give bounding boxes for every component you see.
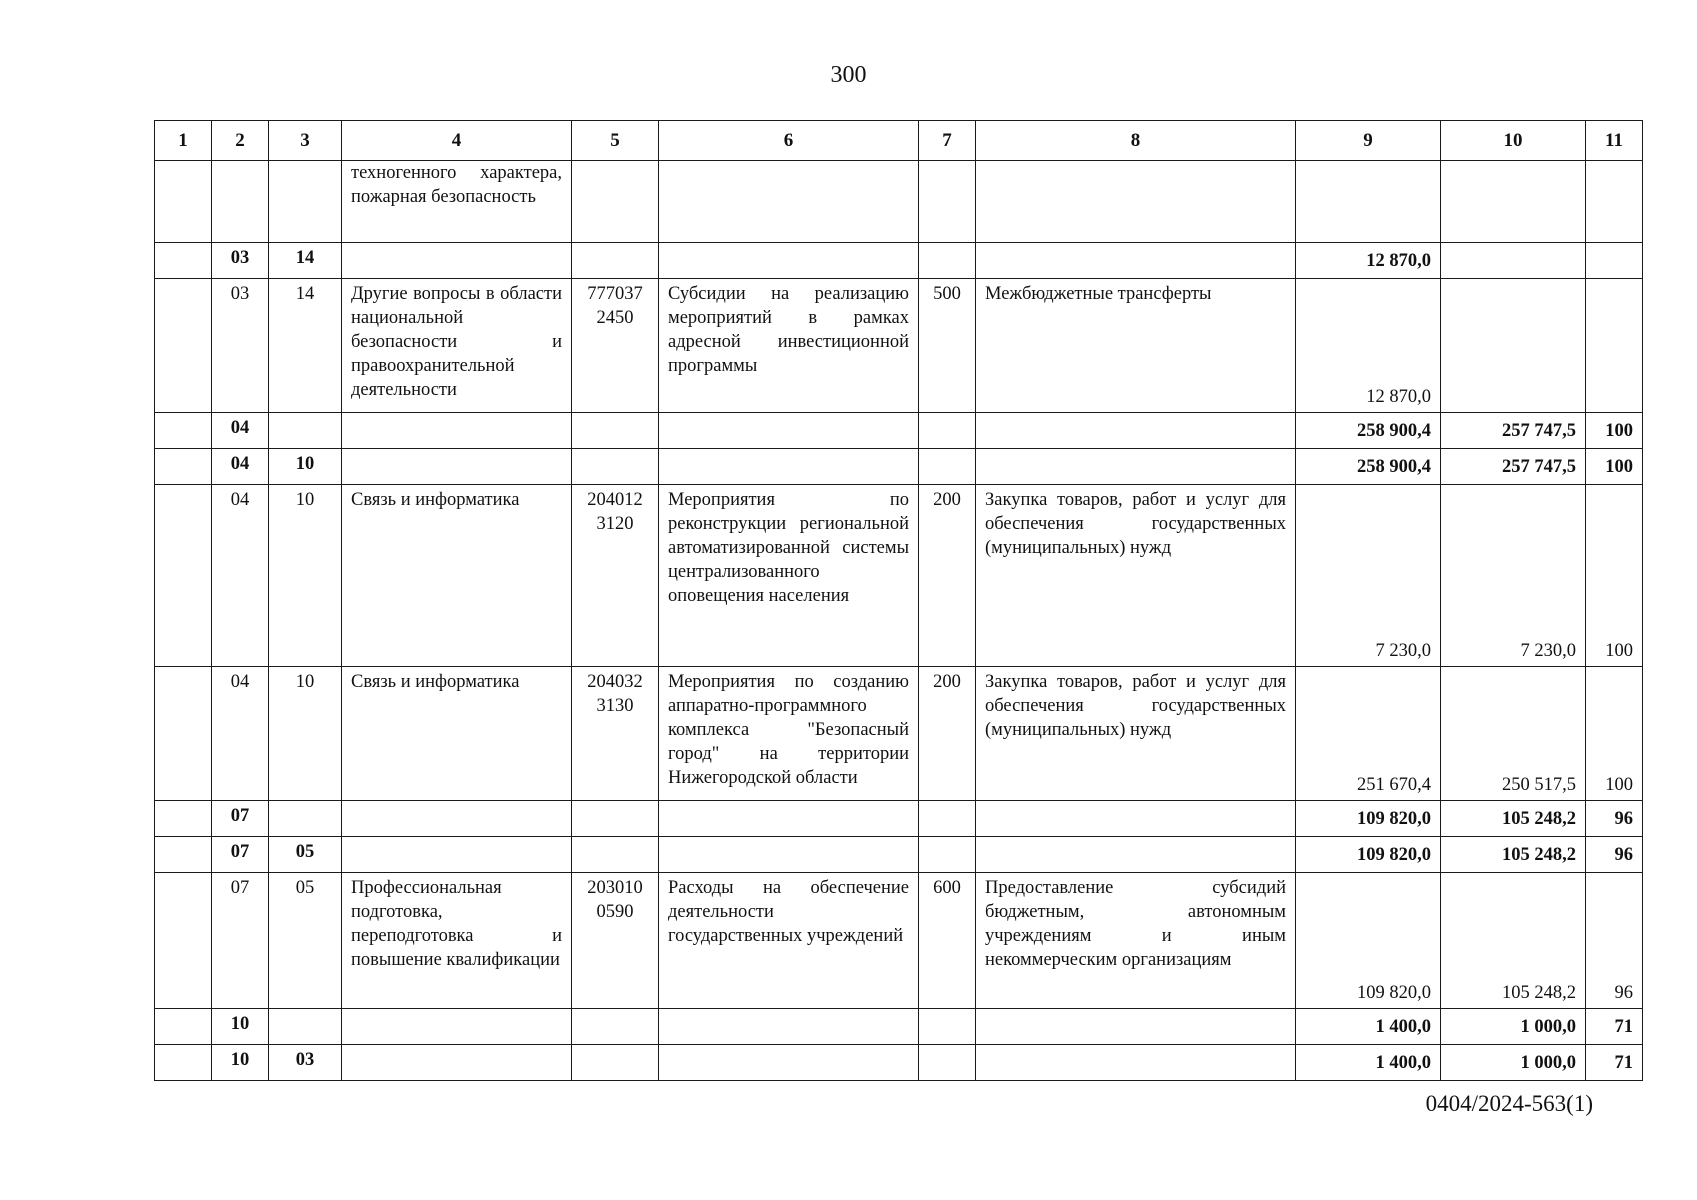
header-cell: 2 bbox=[212, 121, 269, 161]
cell-planned: 7 230,0 bbox=[1296, 485, 1441, 667]
cell-section: 04 bbox=[212, 449, 269, 485]
cell-percent bbox=[1586, 243, 1643, 279]
cell-expense-type bbox=[919, 837, 976, 873]
cell-actual: 250 517,5 bbox=[1441, 667, 1586, 801]
cell-col1 bbox=[155, 449, 212, 485]
cell-target-code bbox=[572, 1045, 659, 1081]
cell-expense-name bbox=[976, 449, 1296, 485]
cell-actual: 257 747,5 bbox=[1441, 413, 1586, 449]
cell-subsection: 10 bbox=[269, 485, 342, 667]
cell-section: 10 bbox=[212, 1009, 269, 1045]
cell-col1 bbox=[155, 1045, 212, 1081]
cell-planned: 258 900,4 bbox=[1296, 449, 1441, 485]
cell-col1 bbox=[155, 801, 212, 837]
cell-actual: 105 248,2 bbox=[1441, 873, 1586, 1009]
table-row bbox=[155, 279, 1643, 413]
cell-planned bbox=[1296, 161, 1441, 243]
cell-percent: 100 bbox=[1586, 485, 1643, 667]
cell-section bbox=[212, 161, 269, 243]
cell-expense-name bbox=[976, 837, 1296, 873]
cell-section: 07 bbox=[212, 873, 269, 1009]
cell-name bbox=[342, 243, 572, 279]
table-header-row bbox=[155, 121, 1643, 161]
page-number: 300 bbox=[830, 62, 867, 88]
cell-expense-type: 200 bbox=[919, 485, 976, 667]
cell-subsection: 03 bbox=[269, 1045, 342, 1081]
cell-actual: 1 000,0 bbox=[1441, 1009, 1586, 1045]
cell-target-code: 203010 0590 bbox=[572, 873, 659, 1009]
cell-percent: 100 bbox=[1586, 413, 1643, 449]
cell-col1 bbox=[155, 243, 212, 279]
cell-expense-type bbox=[919, 449, 976, 485]
cell-planned: 109 820,0 bbox=[1296, 837, 1441, 873]
cell-program bbox=[659, 413, 919, 449]
cell-percent: 96 bbox=[1586, 837, 1643, 873]
cell-name bbox=[342, 1045, 572, 1081]
cell-percent: 71 bbox=[1586, 1045, 1643, 1081]
cell-actual bbox=[1441, 279, 1586, 413]
cell-expense-type: 200 bbox=[919, 667, 976, 801]
cell-subsection: 10 bbox=[269, 449, 342, 485]
cell-col1 bbox=[155, 667, 212, 801]
cell-subsection: 10 bbox=[269, 667, 342, 801]
cell-expense-name bbox=[976, 413, 1296, 449]
cell-expense-name bbox=[976, 243, 1296, 279]
cell-percent: 71 bbox=[1586, 1009, 1643, 1045]
cell-name bbox=[342, 1009, 572, 1045]
table-row-total bbox=[155, 1009, 1643, 1045]
cell-target-code: 204012 3120 bbox=[572, 485, 659, 667]
cell-program: Мероприятия по реконструкции региональной автоматизированной системы централизованного оповещения населения bbox=[659, 485, 919, 667]
cell-name bbox=[342, 413, 572, 449]
table-row-total bbox=[155, 449, 1643, 485]
cell-section: 04 bbox=[212, 667, 269, 801]
cell-name bbox=[342, 837, 572, 873]
cell-col1 bbox=[155, 413, 212, 449]
header-cell: 10 bbox=[1441, 121, 1586, 161]
cell-subsection bbox=[269, 1009, 342, 1045]
cell-target-code bbox=[572, 801, 659, 837]
cell-planned: 1 400,0 bbox=[1296, 1045, 1441, 1081]
table-row bbox=[155, 873, 1643, 1009]
header-cell: 11 bbox=[1586, 121, 1643, 161]
cell-col1 bbox=[155, 837, 212, 873]
table-row-total bbox=[155, 413, 1643, 449]
cell-target-code bbox=[572, 243, 659, 279]
cell-program bbox=[659, 801, 919, 837]
cell-section: 04 bbox=[212, 485, 269, 667]
cell-col1 bbox=[155, 873, 212, 1009]
cell-expense-type: 500 bbox=[919, 279, 976, 413]
cell-expense-type bbox=[919, 243, 976, 279]
cell-section: 07 bbox=[212, 801, 269, 837]
cell-expense-name bbox=[976, 801, 1296, 837]
cell-expense-name: Закупка товаров, работ и услуг для обеспечения государственных (муниципальных) нужд bbox=[976, 485, 1296, 667]
cell-percent bbox=[1586, 279, 1643, 413]
document-code: 0404/2024-563(1) bbox=[1425, 1091, 1593, 1116]
cell-expense-name bbox=[976, 1045, 1296, 1081]
cell-percent: 96 bbox=[1586, 873, 1643, 1009]
cell-expense-name: Межбюджетные трансферты bbox=[976, 279, 1296, 413]
cell-col1 bbox=[155, 1009, 212, 1045]
cell-subsection: 14 bbox=[269, 243, 342, 279]
cell-percent bbox=[1586, 161, 1643, 243]
cell-section: 03 bbox=[212, 243, 269, 279]
cell-name: Связь и информатика bbox=[342, 667, 572, 801]
cell-name bbox=[342, 449, 572, 485]
cell-percent: 96 bbox=[1586, 801, 1643, 837]
cell-subsection bbox=[269, 161, 342, 243]
cell-actual bbox=[1441, 243, 1586, 279]
cell-col1 bbox=[155, 161, 212, 243]
header-cell: 4 bbox=[342, 121, 572, 161]
cell-planned: 1 400,0 bbox=[1296, 1009, 1441, 1045]
cell-expense-type bbox=[919, 161, 976, 243]
cell-target-code bbox=[572, 449, 659, 485]
header-cell: 5 bbox=[572, 121, 659, 161]
cell-program bbox=[659, 1045, 919, 1081]
cell-actual: 257 747,5 bbox=[1441, 449, 1586, 485]
table-row-total bbox=[155, 801, 1643, 837]
table-row-total bbox=[155, 1045, 1643, 1081]
cell-expense-type bbox=[919, 1045, 976, 1081]
cell-planned: 12 870,0 bbox=[1296, 279, 1441, 413]
cell-actual: 7 230,0 bbox=[1441, 485, 1586, 667]
cell-actual: 1 000,0 bbox=[1441, 1045, 1586, 1081]
cell-expense-name bbox=[976, 1009, 1296, 1045]
cell-program bbox=[659, 837, 919, 873]
cell-expense-name: Предоставление субсидий бюджетным, автономным учреждениям и иным некоммерческим организациям bbox=[976, 873, 1296, 1009]
cell-expense-type: 600 bbox=[919, 873, 976, 1009]
cell-planned: 12 870,0 bbox=[1296, 243, 1441, 279]
cell-program bbox=[659, 243, 919, 279]
table-row-total bbox=[155, 837, 1643, 873]
cell-program bbox=[659, 449, 919, 485]
cell-col1 bbox=[155, 279, 212, 413]
cell-program: Субсидии на реализацию мероприятий в рамках адресной инвестиционной программы bbox=[659, 279, 919, 413]
cell-percent: 100 bbox=[1586, 667, 1643, 801]
header-cell: 6 bbox=[659, 121, 919, 161]
cell-actual: 105 248,2 bbox=[1441, 801, 1586, 837]
cell-planned: 258 900,4 bbox=[1296, 413, 1441, 449]
cell-subsection: 05 bbox=[269, 837, 342, 873]
header-cell: 9 bbox=[1296, 121, 1441, 161]
cell-name: Другие вопросы в области национальной безопасности и правоохранительной деятельности bbox=[342, 279, 572, 413]
cell-target-code: 777037 2450 bbox=[572, 279, 659, 413]
cell-target-code bbox=[572, 1009, 659, 1045]
cell-planned: 109 820,0 bbox=[1296, 873, 1441, 1009]
cell-target-code: 204032 3130 bbox=[572, 667, 659, 801]
header-cell: 7 bbox=[919, 121, 976, 161]
cell-section: 10 bbox=[212, 1045, 269, 1081]
cell-program bbox=[659, 161, 919, 243]
cell-section: 03 bbox=[212, 279, 269, 413]
cell-expense-type bbox=[919, 801, 976, 837]
cell-program: Мероприятия по созданию аппаратно-программного комплекса "Безопасный город" на территории Нижегородской области bbox=[659, 667, 919, 801]
cell-planned: 109 820,0 bbox=[1296, 801, 1441, 837]
table-row bbox=[155, 485, 1643, 667]
table-row bbox=[155, 667, 1643, 801]
cell-subsection: 05 bbox=[269, 873, 342, 1009]
cell-name: Профессиональная подготовка, переподготовка и повышение квалификации bbox=[342, 873, 572, 1009]
cell-section: 07 bbox=[212, 837, 269, 873]
budget-table bbox=[154, 120, 1643, 1081]
cell-target-code bbox=[572, 161, 659, 243]
table-row-total bbox=[155, 243, 1643, 279]
cell-col1 bbox=[155, 485, 212, 667]
cell-program: Расходы на обеспечение деятельности государственных учреждений bbox=[659, 873, 919, 1009]
header-cell: 3 bbox=[269, 121, 342, 161]
cell-subsection bbox=[269, 413, 342, 449]
cell-actual: 105 248,2 bbox=[1441, 837, 1586, 873]
cell-expense-type bbox=[919, 1009, 976, 1045]
cell-expense-name: Закупка товаров, работ и услуг для обеспечения государственных (муниципальных) нужд bbox=[976, 667, 1296, 801]
cell-planned: 251 670,4 bbox=[1296, 667, 1441, 801]
cell-section: 04 bbox=[212, 413, 269, 449]
cell-expense-name bbox=[976, 161, 1296, 243]
header-cell: 1 bbox=[155, 121, 212, 161]
cell-subsection: 14 bbox=[269, 279, 342, 413]
header-cell: 8 bbox=[976, 121, 1296, 161]
cell-name: техногенного характера, пожарная безопасность bbox=[342, 161, 572, 243]
cell-percent: 100 bbox=[1586, 449, 1643, 485]
cell-actual bbox=[1441, 161, 1586, 243]
cell-target-code bbox=[572, 413, 659, 449]
cell-expense-type bbox=[919, 413, 976, 449]
cell-name: Связь и информатика bbox=[342, 485, 572, 667]
table-row bbox=[155, 161, 1643, 243]
cell-name bbox=[342, 801, 572, 837]
cell-subsection bbox=[269, 801, 342, 837]
cell-target-code bbox=[572, 837, 659, 873]
cell-program bbox=[659, 1009, 919, 1045]
